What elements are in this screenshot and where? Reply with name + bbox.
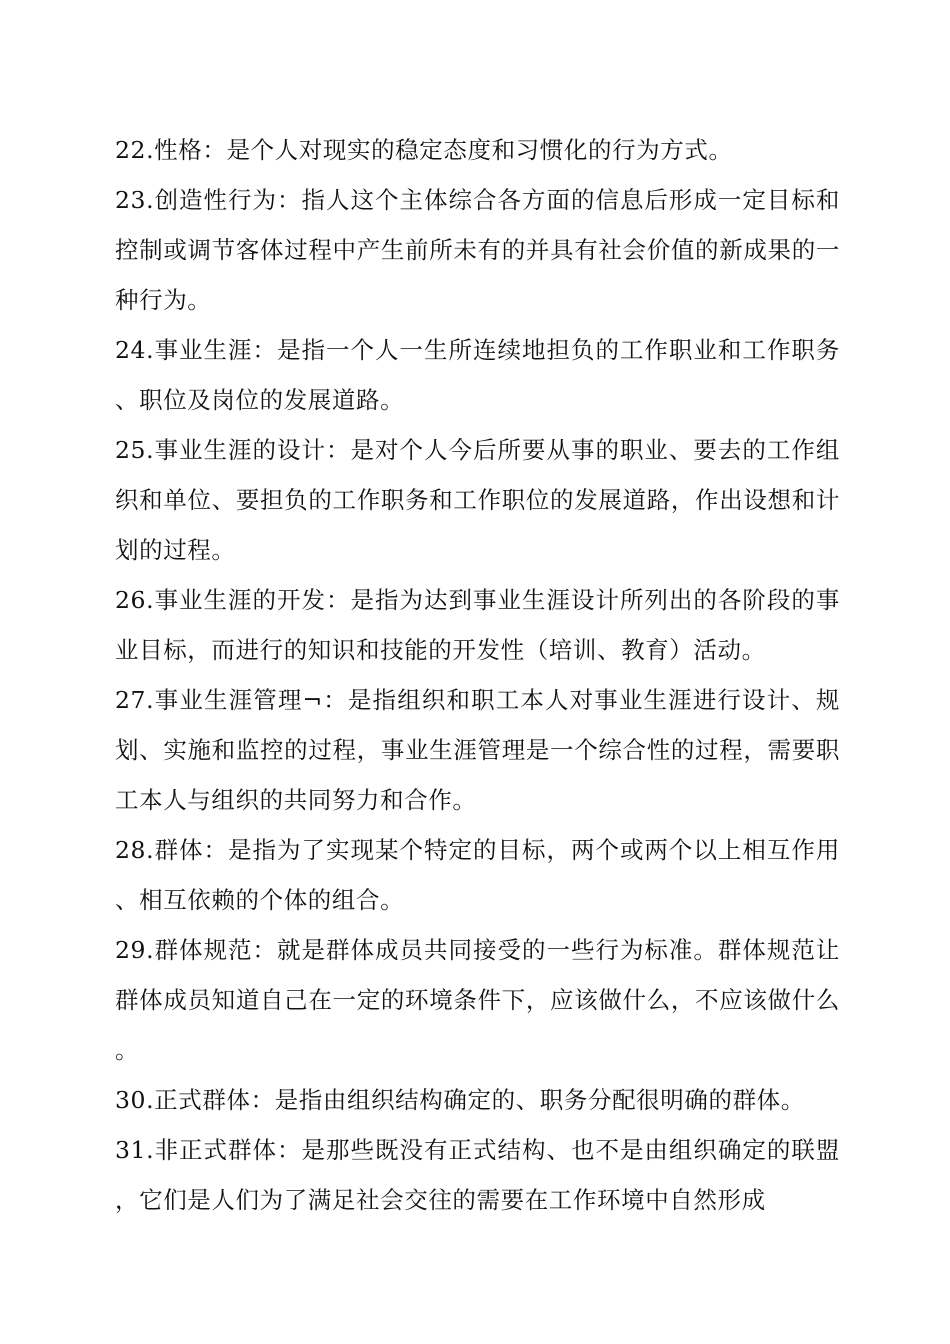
- definition-25: 25.事业生涯的设计：是对个人今后所要从事的职业、要去的工作组织和单位、要担负的工作职务和工作职位的发展道路，作出设想和计划的过程。: [115, 436, 840, 564]
- definition-26: 26.事业生涯的开发：是指为达到事业生涯设计所列出的各阶段的事业目标，而进行的知识和技能的开发性（培训、教育）活动。: [115, 586, 840, 664]
- definition-27: 27.事业生涯管理¬：是指组织和职工本人对事业生涯进行设计、规划、实施和监控的过程，事业生涯管理是一个综合性的过程，需要职工本人与组织的共同努力和合作。: [115, 686, 840, 814]
- definition-24: 24.事业生涯：是指一个人一生所连续地担负的工作职业和工作职务、职位及岗位的发展道路。: [115, 336, 840, 414]
- definition-31: 31.非正式群体：是那些既没有正式结构、也不是由组织确定的联盟，它们是人们为了满足社会交往的需要在工作环境中自然形成: [115, 1136, 840, 1214]
- definition-23: 23.创造性行为：指人这个主体综合各方面的信息后形成一定目标和控制或调节客体过程中产生前所未有的并具有社会价值的新成果的一种行为。: [115, 186, 840, 314]
- document-page: [115, 125, 840, 1225]
- definition-22: 22.性格：是个人对现实的稳定态度和习惯化的行为方式。: [115, 136, 733, 164]
- definition-30: 30.正式群体：是指由组织结构确定的、职务分配很明确的群体。: [115, 1086, 805, 1114]
- definition-28: 28.群体：是指为了实现某个特定的目标，两个或两个以上相互作用、相互依赖的个体的组合。: [115, 836, 840, 914]
- definition-29: 29.群体规范：就是群体成员共同接受的一些行为标准。群体规范让群体成员知道自己在一定的环境条件下，应该做什么，不应该做什么。: [115, 936, 840, 1064]
